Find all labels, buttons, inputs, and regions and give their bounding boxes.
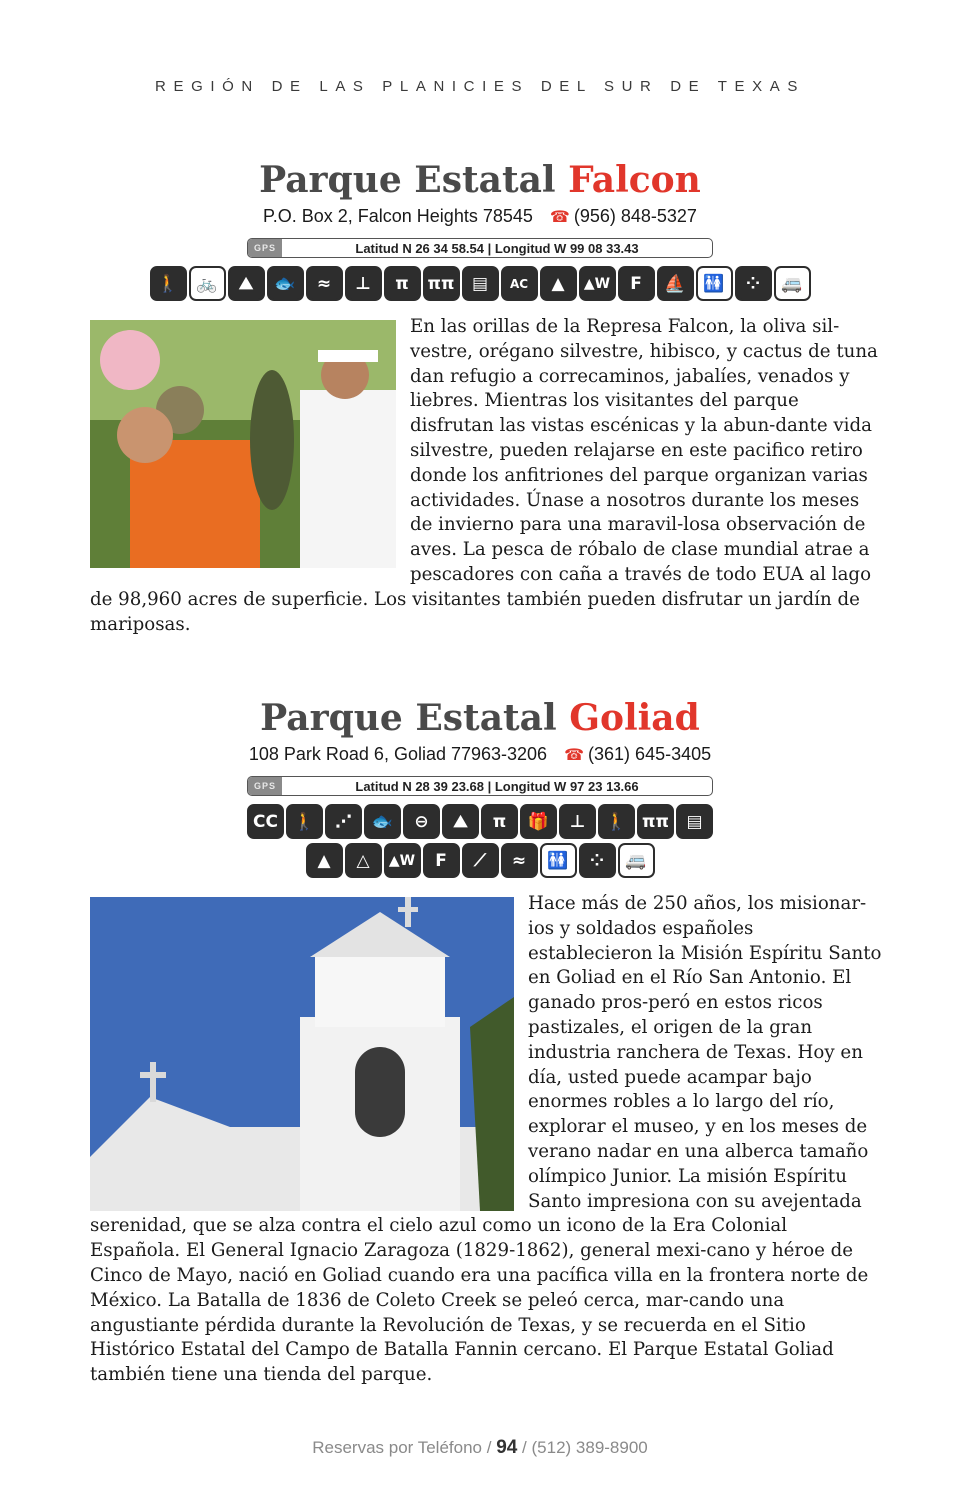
fuel-icon: F (423, 843, 460, 878)
swimming-icon: ≈ (501, 843, 538, 878)
park-photo-goliad (90, 897, 514, 1211)
shower-icon: ⁘ (735, 266, 772, 301)
group-picnic-icon: ππ (423, 266, 460, 301)
gift-shop-icon: 🎁 (520, 804, 557, 839)
reservations-phone: (512) 389-8900 (531, 1438, 648, 1457)
phone-number: (361) 645-3405 (588, 744, 712, 764)
gps-bar (247, 776, 713, 796)
shower-icon: ⁘ (579, 843, 616, 878)
fishing-pier-icon: ⊥ (345, 266, 382, 301)
amenity-icons-row-2 (0, 843, 960, 878)
boat-ramp-icon: ⛵ (657, 266, 694, 301)
park-description (0, 315, 960, 637)
address: 108 Park Road 6, Goliad 77963-3206 (248, 744, 548, 764)
amenity-icons (0, 266, 960, 301)
rv-dump-icon: 🚐 (774, 266, 811, 301)
cc-icon: CC (247, 804, 284, 839)
tent-camping-icon: ▲ (540, 266, 577, 301)
reservations-label: Reservas por Teléfono (312, 1438, 483, 1457)
gps-label: GPS (248, 239, 282, 257)
phone-icon: ☎ (549, 209, 570, 226)
restroom-building-icon: ▤ (676, 804, 713, 839)
address: P.O. Box 2, Falcon Heights 78545 (263, 206, 533, 226)
historic-site-icon: ⊥ (559, 804, 596, 839)
geocache-icon: ⊖ (403, 804, 440, 839)
fuel-icon: F (618, 266, 655, 301)
tent-camping-icon: ▲ (306, 843, 343, 878)
gps-bar (247, 238, 713, 258)
title-prefix: Parque Estatal (259, 159, 556, 201)
description-text: Hace más de 250 años, los misionar-ios y soldados españoles establecieron la Misión Espíritu Santo en Goliad en el Río San Antonio. El ganado pros-peró en estos ricos pastizales, el origen de la gran industria ranchera de Texas. Hoy en día, usted puede acampar bajo enormes robles a lo largo del río, explorar el museo, y en los meses de verano nadar en una alberca tamaño olímpico Junior. La misión Espíritu Santo impresiona con su avejentada serenidad, que se alza contra el cielo azul como un icono de la Era Colonial Española. El General Ignacio Zaragoza (1829-1862), general mexi-cano y héroe de Cinco de Mayo, nació en Goliad cuando era una pacífica villa en la frontera norte de México. La Batalla de 1836 de Coleto Creek se peleó cerca, mar-cando una angustiante pérdida durante la Revolución de Texas, y se recuerda en el Sitio Histórico Estatal del Campo de Batalla Fannin cercano. El Parque Estatal Goliad también tiene una tienda del parque. (90, 893, 882, 1386)
park-title-falcon (0, 158, 960, 202)
restrooms-icon: 🚻 (540, 843, 577, 878)
contact-line (0, 204, 960, 230)
water-camping-icon: ▲W (579, 266, 616, 301)
restroom-building-icon: ▤ (462, 266, 499, 301)
group-picnic-icon: ππ (637, 804, 674, 839)
running-header: REGIÓN DE LAS PLANICIES DEL SUR DE TEXAS (155, 78, 805, 95)
gps-coordinates: Latitud N 26 34 58.54 | Longitud W 99 08 33.43 (355, 240, 639, 256)
page-footer: Reservas por Teléfono / 94 / (512) 389-8900 (312, 1437, 648, 1458)
water-camping-icon: ▲W (384, 843, 421, 878)
page-number: 94 (496, 1437, 518, 1458)
picnic-table-icon: π (384, 266, 421, 301)
nature-trail-icon: ⋰ (325, 804, 362, 839)
park-title-goliad (0, 696, 960, 740)
phone-number: (956) 848-5327 (573, 206, 697, 226)
phone-icon: ☎ (564, 747, 585, 764)
mountain-bike-icon: ⛰ (442, 804, 479, 839)
title-name: Goliad (569, 697, 700, 739)
interpretive-trail-icon: 🚶 (598, 804, 635, 839)
title-name: Falcon (568, 159, 701, 201)
description-text: En las orillas de la Represa Falcon, la oliva sil-vestre, orégano silvestre, hibisco, y cactus de tuna dan refugio a correcaminos, jabalíes, venados y liebres. Mientras los visitantes del parque disfrutan las vistas escénicas y la abun-dante vida silvestre, pueden relajarse en este pacifico retiro donde los anfitriones del parque organizan varias actividades. Únase a nosotros durante los meses de invierno para una maravil-losa observación de aves. La pesca de róbalo de clase mundial atrae a pescadores con caña a través de todo EUA al lago de 98,960 acres de superficie. Los visitantes también pueden disfrutar un jardín de mariposas. (90, 316, 878, 635)
rv-dump-icon: 🚐 (618, 843, 655, 878)
bike-icon: 🚲 (189, 266, 226, 301)
mountain-bike-icon: ⛰ (228, 266, 265, 301)
hiking-trail-icon: 🚶 (150, 266, 187, 301)
restrooms-icon: 🚻 (696, 266, 733, 301)
picnic-icon: π (481, 804, 518, 839)
title-prefix: Parque Estatal (260, 697, 557, 739)
ac-cabin-icon: AC (501, 266, 538, 301)
fishing-icon: 🐟 (364, 804, 401, 839)
contact-line (0, 742, 960, 768)
gps-label: GPS (248, 777, 282, 795)
fishing-icon: 🐟 (267, 266, 304, 301)
amenity-icons-row-1 (0, 804, 960, 839)
primitive-camping-icon: △ (345, 843, 382, 878)
swimming-icon: ≈ (306, 266, 343, 301)
park-goliad-section (0, 696, 960, 1388)
canoe-icon: ⟋ (462, 843, 499, 878)
park-description (0, 892, 960, 1388)
park-photo-falcon (90, 320, 396, 568)
park-falcon-section (0, 158, 960, 637)
hiking-icon: 🚶 (286, 804, 323, 839)
gps-coordinates: Latitud N 28 39 23.68 | Longitud W 97 23 13.66 (355, 778, 639, 794)
